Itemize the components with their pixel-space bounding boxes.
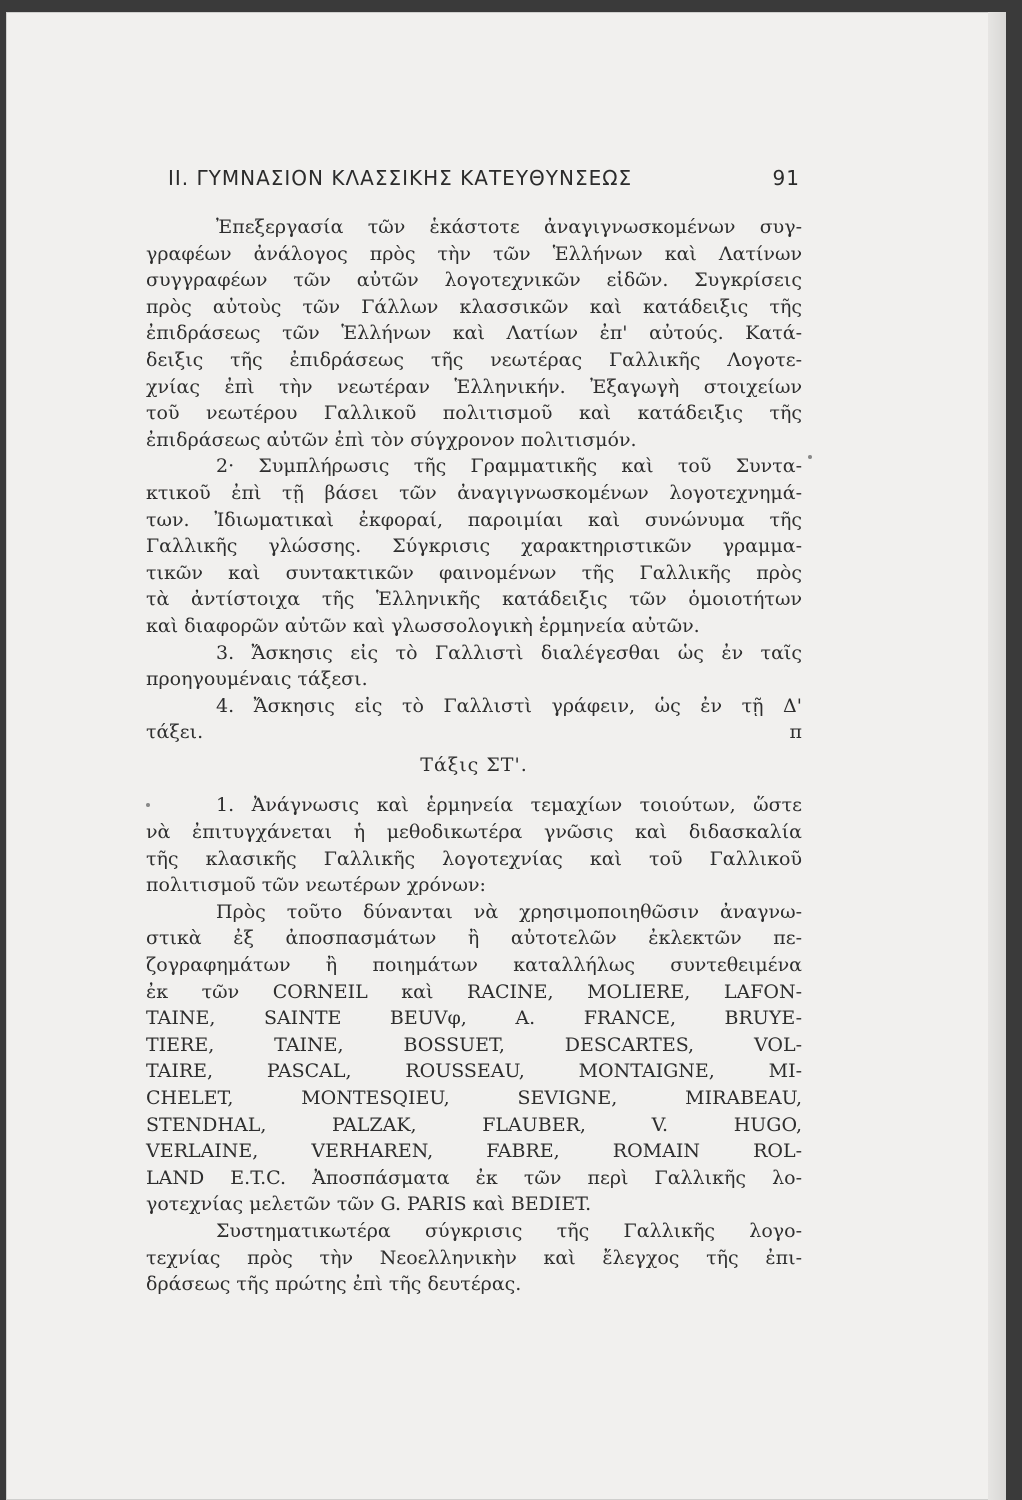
paragraph-2 xyxy=(146,453,802,639)
text-line: προηγουμέναις τάξεσι. xyxy=(146,668,368,691)
paragraph-4 xyxy=(146,693,802,746)
text-line: 2· Συμπλήρωσις τῆς Γραμματικῆς καὶ τοῦ Συντα- xyxy=(216,455,802,478)
body-text xyxy=(146,214,802,1298)
text-line: συγγραφέων τῶν αὐτῶν λογοτεχνικῶν εἰδῶν. Συγκρίσεις xyxy=(146,269,802,292)
paragraph-7 xyxy=(146,1218,802,1298)
text-line: CHELET, MONTESQIEU, SEVIGNE, MIRABEAU, xyxy=(146,1087,802,1109)
text-line: ἐπιδράσεως τῶν Ἑλλήνων καὶ Λατίων ἐπ' αὐτούς. Κατά- xyxy=(146,322,802,345)
text-line: καὶ διαφορῶν αὐτῶν καὶ γλωσσολογικὴ ἑρμηνεία αὐτῶν. xyxy=(146,614,700,637)
paragraph-5 xyxy=(146,792,802,898)
running-head-title: ΙΙ. ΓΥΜΝΑΣΙΟΝ ΚΛΑΣΣΙΚΗΣ ΚΑΤΕΥΘΥΝΣΕΩΣ xyxy=(168,166,633,190)
page-number: 91 xyxy=(772,166,800,190)
text-line: τικῶν καὶ συντακτικῶν φαινομένων τῆς Γαλλικῆς πρὸς xyxy=(146,561,802,584)
text-line: τοῦ νεωτέρου Γαλλικοῦ πολιτισμοῦ καὶ κατάδειξις τῆς xyxy=(146,402,802,425)
text-line: δράσεως τῆς πρώτης ἐπὶ τῆς δευτέρας. xyxy=(146,1273,522,1296)
text-line: τῆς κλασικῆς Γαλλικῆς λογοτεχνίας καὶ τοῦ Γαλλικοῦ xyxy=(146,847,802,870)
paragraph-1 xyxy=(146,214,802,453)
text-line: TIERE, TAINE, BOSSUET, DESCARTES, VOL- xyxy=(146,1033,802,1056)
text-line: πρὸς αὐτοὺς τῶν Γάλλων κλασσικῶν καὶ κατάδειξις τῆς xyxy=(146,295,802,318)
text-line: ἐπιδράσεως αὐτῶν ἐπὶ τὸν σύγχρονον πολιτισμόν. xyxy=(146,428,637,451)
text-line: πολιτισμοῦ τῶν νεωτέρων χρόνων: xyxy=(146,874,486,897)
text-line: ἐκ τῶν CORNEIL καὶ RACINE, MOLIERE, LAFON- xyxy=(146,980,802,1003)
text-line: των. Ἰδιωματικαὶ ἐκφοραί, παροιμίαι καὶ συνώνυμα τῆς xyxy=(146,508,802,531)
page-edge xyxy=(988,12,1006,1500)
margin-mark: π xyxy=(789,721,802,744)
text-line: κτικοῦ ἐπὶ τῇ βάσει τῶν ἀναγιγνωσκομένων λογοτεχνημά- xyxy=(146,481,802,504)
text-line: LAND E.T.C. Ἀποσπάσματα ἐκ τῶν περὶ Γαλλικῆς λο- xyxy=(146,1166,802,1189)
text-line: δειξις τῆς ἐπιδράσεως τῆς νεωτέρας Γαλλικῆς Λογοτε- xyxy=(146,348,802,371)
paragraph-6 xyxy=(146,899,802,1218)
text-line: VERLAINE, VERHAREN, FABRE, ROMAIN ROL- xyxy=(146,1140,802,1163)
text-line: Συστηματικωτέρα σύγκρισις τῆς Γαλλικῆς λογο- xyxy=(216,1219,802,1242)
text-line: Γαλλικῆς γλώσσης. Σύγκρισις χαρακτηριστικῶν γραμμα- xyxy=(146,535,802,558)
margin-dot xyxy=(808,455,812,459)
text-line-content: τάξει. xyxy=(146,721,204,744)
text-line xyxy=(146,719,802,746)
text-line: στικὰ ἐξ ἀποσπασμάτων ἢ αὐτοτελῶν ἐκλεκτῶν πε- xyxy=(146,927,802,950)
text-line: γραφέων ἀνάλογος πρὸς τὴν τῶν Ἑλλήνων καὶ Λατίνων xyxy=(146,242,802,265)
text-line: TAIRE, PASCAL, ROUSSEAU, MONTAIGNE, MI- xyxy=(146,1060,802,1083)
text-line: 1. Ἀνάγνωσις καὶ ἑρμηνεία τεμαχίων τοιούτων, ὥστε xyxy=(216,794,802,817)
text-line: TAINE, SAINTE BEUVφ, A. FRANCE, BRUYE- xyxy=(146,1007,802,1030)
text-line: τὰ ἀντίστοιχα τῆς Ἑλληνικῆς κατάδειξις τῶν ὁμοιοτήτων xyxy=(146,588,802,611)
running-head xyxy=(168,166,800,190)
text-line: νὰ ἐπιτυγχάνεται ἡ μεθοδικωτέρα γνῶσις καὶ διδασκαλία xyxy=(146,821,802,844)
text-line: χνίας ἐπὶ τὴν νεωτέραν Ἑλληνικήν. Ἐξαγωγὴ στοιχείων xyxy=(146,375,802,398)
text-line: 4. Ἄσκησις εἰς τὸ Γαλλιστὶ γράφειν, ὡς ἐν τῇ Δ' xyxy=(216,694,802,717)
section-heading: Τάξις ΣΤ'. xyxy=(420,753,528,776)
text-line: τεχνίας πρὸς τὴν Νεοελληνικὴν καὶ ἔλεγχος τῆς ἐπι- xyxy=(146,1246,802,1269)
text-line: Ἐπεξεργασία τῶν ἑκάστοτε ἀναγιγνωσκομένων συγ- xyxy=(216,216,802,238)
text-line: STENDHAL, PALZAK, FLAUBER, V. HUGO, xyxy=(146,1113,802,1136)
margin-dot xyxy=(146,803,150,807)
text-line: Πρὸς τοῦτο δύνανται νὰ χρησιμοποιηθῶσιν ἀναγνω- xyxy=(216,900,802,923)
paragraph-3 xyxy=(146,640,802,693)
text-line: ζογραφημάτων ἢ ποιημάτων καταλλήλως συντεθειμένα xyxy=(146,954,802,977)
text-line: γοτεχνίας μελετῶν τῶν G. PARIS καὶ BEDIET. xyxy=(146,1193,592,1216)
text-line: 3. Ἄσκησις εἰς τὸ Γαλλιστὶ διαλέγεσθαι ὡς ἐν ταῖς xyxy=(216,641,802,664)
